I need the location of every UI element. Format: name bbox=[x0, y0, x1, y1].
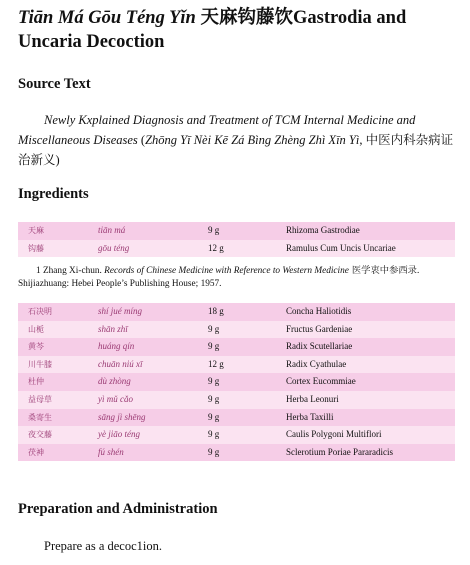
cell-pinyin-name: chuān niú xī bbox=[98, 358, 143, 369]
footnote-book-title: Records of Chinese Medicine with Reference to Western Medicine bbox=[104, 266, 349, 276]
table-row bbox=[18, 356, 455, 374]
title-chinese: 天麻钩藤饮 bbox=[200, 7, 293, 28]
cell-latin-name: Radix Cyathulae bbox=[286, 358, 347, 369]
cell-dosage: 12 g bbox=[208, 242, 224, 253]
preparation-text: Prepare as a decoc1ion. bbox=[44, 539, 162, 553]
footnote bbox=[18, 264, 456, 291]
cell-chinese-name: 川牛膝 bbox=[28, 359, 52, 369]
table-row bbox=[18, 303, 455, 321]
cell-dosage: 9 g bbox=[208, 323, 220, 334]
cell-chinese-name: 益母草 bbox=[28, 394, 52, 404]
cell-latin-name: Herba Leonuri bbox=[286, 393, 339, 404]
cell-pinyin-name: tiān má bbox=[98, 225, 126, 235]
ingredients-table-1 bbox=[18, 222, 455, 257]
cell-chinese-name: 茯神 bbox=[28, 447, 44, 457]
cell-chinese-name: 桑寄生 bbox=[28, 412, 52, 422]
cell-pinyin-name: gōu téng bbox=[98, 242, 130, 253]
table-row bbox=[18, 240, 455, 258]
cell-latin-name: Radix Scutellariae bbox=[286, 341, 353, 352]
cell-dosage: 9 g bbox=[208, 446, 220, 457]
cell-latin-name: Herba Taxilli bbox=[286, 411, 334, 422]
cell-chinese-name: 钩藤 bbox=[28, 243, 44, 253]
source-pinyin: Zhōng Yī Nèi Kē Zá Bìng Zhèng Zhì Xīn Yì bbox=[145, 133, 360, 147]
cell-latin-name: Caulis Polygoni Multiflori bbox=[286, 429, 382, 440]
cell-chinese-name: 杜仲 bbox=[28, 377, 44, 387]
source-heading: Source Text bbox=[18, 76, 91, 92]
table-row bbox=[18, 409, 455, 427]
cell-latin-name: Sclerotium Poriae Pararadicis bbox=[286, 446, 393, 457]
cell-dosage: 9 g bbox=[208, 225, 220, 235]
source-book-title: Newly Kxplained Diagnosis and Treatment of TCM Internal Medicine and Miscellaneous Diseases bbox=[18, 113, 416, 147]
footnote-author: 1 Zhang Xi-chun. bbox=[36, 266, 105, 276]
source-open-paren: ( bbox=[137, 133, 146, 147]
cell-chinese-name: 天麻 bbox=[28, 226, 44, 235]
cell-pinyin-name: dù zhòng bbox=[98, 376, 131, 387]
cell-pinyin-name: fú shén bbox=[98, 446, 124, 457]
ingredients-heading: Ingredients bbox=[18, 186, 89, 202]
ingredients-table-2 bbox=[18, 303, 455, 461]
source-close-paren: ) bbox=[55, 153, 60, 167]
source-chinese: 中医内科杂病证治新义 bbox=[18, 132, 454, 167]
table-row bbox=[18, 444, 455, 462]
title-pinyin: Tiān Má Gōu Téng Yǐn bbox=[18, 8, 196, 28]
cell-dosage: 18 g bbox=[208, 306, 224, 316]
preparation-heading: Preparation and Administration bbox=[18, 501, 218, 517]
cell-dosage: 9 g bbox=[208, 341, 220, 352]
footnote-publisher: . Shijiazhuang: Hebei People’s Publishing House; 1957. bbox=[18, 266, 420, 289]
cell-pinyin-name: shí jué míng bbox=[98, 306, 142, 316]
cell-dosage: 9 g bbox=[208, 411, 220, 422]
cell-chinese-name: 石决明 bbox=[28, 307, 52, 316]
cell-chinese-name: 山栀 bbox=[28, 324, 44, 334]
cell-latin-name: Fructus Gardeniae bbox=[286, 323, 353, 334]
table-row bbox=[18, 338, 455, 356]
cell-dosage: 9 g bbox=[208, 429, 220, 440]
table-row bbox=[18, 222, 455, 240]
source-separator: , bbox=[359, 133, 366, 147]
page-title bbox=[18, 6, 458, 54]
title-english: Gastrodia and Uncaria Decoction bbox=[18, 8, 407, 52]
cell-latin-name: Concha Haliotidis bbox=[286, 306, 352, 316]
cell-dosage: 9 g bbox=[208, 376, 220, 387]
table-row bbox=[18, 391, 455, 409]
preparation-paragraph bbox=[18, 537, 456, 556]
source-paragraph bbox=[18, 111, 456, 170]
cell-latin-name: Ramulus Cum Uncis Uncariae bbox=[286, 242, 396, 253]
table-row bbox=[18, 321, 455, 339]
cell-pinyin-name: yì mǔ cǎo bbox=[98, 393, 133, 404]
cell-pinyin-name: yè jiāo téng bbox=[98, 429, 140, 440]
cell-dosage: 9 g bbox=[208, 393, 220, 404]
table-row bbox=[18, 373, 455, 391]
cell-latin-name: Rhizoma Gastrodiae bbox=[286, 225, 360, 235]
cell-dosage: 12 g bbox=[208, 358, 224, 369]
cell-pinyin-name: sāng jì shēng bbox=[98, 411, 146, 422]
cell-chinese-name: 夜交藤 bbox=[28, 430, 52, 440]
cell-pinyin-name: shān zhī bbox=[98, 323, 128, 334]
cell-chinese-name: 黄芩 bbox=[28, 342, 44, 352]
cell-latin-name: Cortex Eucommiae bbox=[286, 376, 356, 387]
table-row bbox=[18, 426, 455, 444]
footnote-chinese: 医学衷中参西录 bbox=[348, 265, 417, 276]
cell-pinyin-name: huáng qín bbox=[98, 341, 135, 352]
